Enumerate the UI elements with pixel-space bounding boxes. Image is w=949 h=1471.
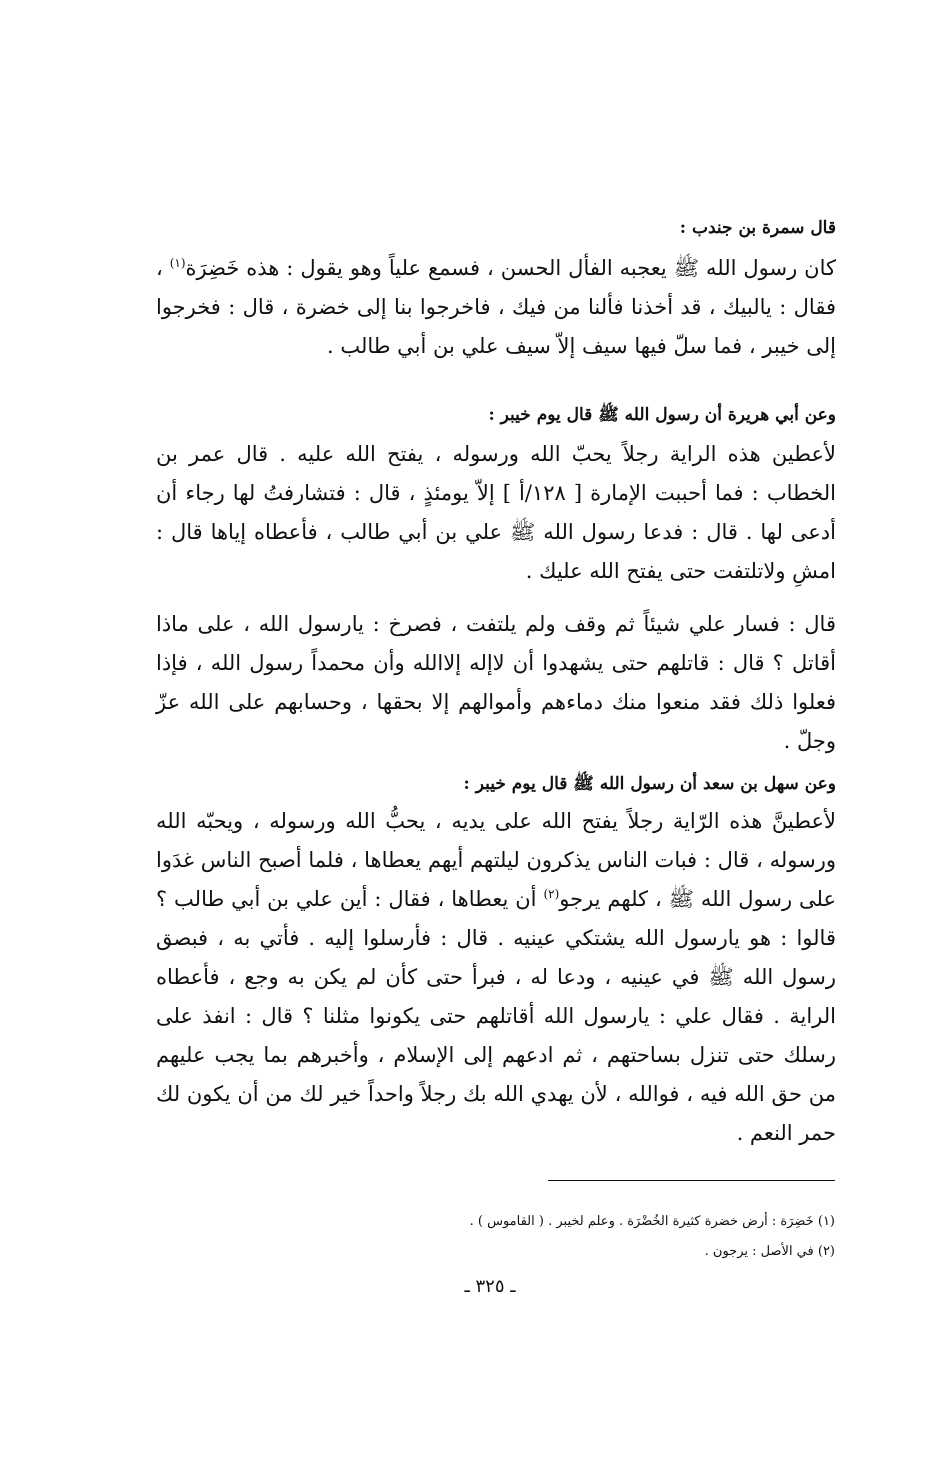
footnotes xyxy=(300,1207,835,1267)
section-sahl xyxy=(156,772,836,1153)
paragraph-text-continued: ، فقال : يالبيك ، قد أخذنا فألنا من فيك ، فاخرجوا بنا إلى خضرة ، قال : فخرجوا إلى خيبر ، فما سلّ فيها سيف إلاّ سيف علي بن أبي طالب . xyxy=(156,256,836,358)
paragraph xyxy=(156,249,836,366)
section-heading: وعن أبي هريرة أن رسول الله ﷺ قال يوم خيبر : xyxy=(488,405,836,425)
paragraph-text-continued: أن يعطاها ، فقال : أين علي بن أبي طالب ؟ قالوا : هو يارسول الله يشتكي عينيه . قال : فأرسلوا إليه . فأتي به ، فبصق رسول الله ﷺ في عينيه ، ودعا له ، فبرأ حتى كأن لم يكن به وجع ، فأعطاه الراية . فقال علي : يارسول الله أقاتلهم حتى يكونوا مثلنا ؟ قال : انفذ على رسلك حتى تنزل بساحتهم ، ثم ادعهم إلى الإسلام ، وأخبرهم بما يجب عليهم من حق الله فيه ، فوالله ، لأن يهدي الله بك رجلاً واحداً خير لك من أن يكون لك حمر النعم . xyxy=(156,887,836,1145)
footnote-divider xyxy=(548,1180,835,1181)
footnote-marker: (١) xyxy=(169,256,186,270)
section-heading: وعن سهل بن سعد أن رسول الله ﷺ قال يوم خيبر : xyxy=(463,774,836,794)
footnote-marker: (٢) xyxy=(543,887,560,901)
paragraph: لأعطين هذه الراية رجلاً يحبّ الله ورسوله ، يفتح الله عليه . قال عمر بن الخطاب : فما أحببت الإمارة [ ١٢٨/أ ] إلاّ يومئذٍ ، قال : فتشارفتُ لها رجاء أن أدعى لها . قال : فدعا رسول الله ﷺ علي بن أبي طالب ، فأعطاه إياها قال : امشِ ولاتلتفت حتى يفتح الله عليك . xyxy=(156,442,837,583)
footnote-2: (٢) في الأصل : يرجون . xyxy=(704,1244,835,1259)
footnote-1: (١) خَضِرَة : أرض خضرة كثيرة الخُضْرَة . وعلم لخيبر . ( القاموس ) . xyxy=(469,1214,835,1229)
section-abu-hurayra xyxy=(156,403,836,761)
paragraph-text: كان رسول الله ﷺ يعجبه الفأل الحسن ، فسمع علياً وهو يقول : هذه خَضِرَة xyxy=(185,256,836,280)
page-number: ـ ٣٢٥ ـ xyxy=(464,1276,516,1297)
paragraph-text: لأعطينَّ هذه الرّاية رجلاً يفتح الله على يديه ، يحبُّ الله ورسوله ، ويحبّه الله ورسوله ، قال : فبات الناس يذكرون ليلتهم أيهم يعطاها ، فلما أصبح الناس غدَوا على رسول الله ﷺ ، كلهم يرجو xyxy=(156,809,836,911)
section-heading: قال سمرة بن جندب : xyxy=(679,218,836,238)
paragraph: قال : فسار علي شيئاً ثم وقف ولم يلتفت ، فصرخ : يارسول الله ، على ماذا أقاتل ؟ قال : قاتلهم حتى يشهدوا أن لاإله إلاالله وأن محمداً رسول الله ، فإذا فعلوا ذلك فقد منعوا منك دماءهم وأموالهم إلا بحقها ، وحسابهم على الله عزّ وجلّ . xyxy=(156,612,836,753)
section-samura xyxy=(156,216,836,366)
paragraph xyxy=(156,802,836,1153)
